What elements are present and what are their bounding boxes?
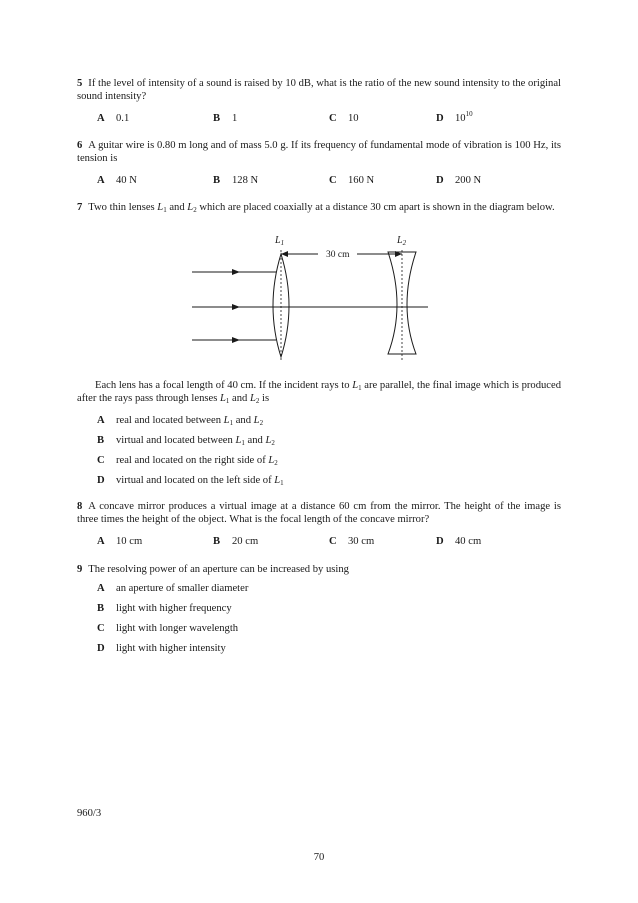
option-text: 40 cm [455, 536, 482, 547]
symbol-subscript: 2 [274, 459, 278, 467]
option-letter: A [97, 536, 105, 547]
paragraph-text: are parallel, the final image which is produced after the rays pass through lenses [77, 380, 561, 404]
question-9-stem [77, 563, 561, 576]
symbol-letter: L [249, 393, 256, 404]
option-text: 200 N [455, 175, 482, 186]
option-exponent: 10 [465, 110, 473, 118]
option-text: 10 [348, 113, 359, 124]
symbol-subscript: 2 [255, 397, 260, 405]
option-text: 1 [232, 113, 238, 124]
symbol-letter: L [268, 455, 275, 466]
question-7-paragraph [77, 379, 561, 405]
option-letter: B [213, 536, 221, 547]
lens-1-label: $L_1$ [275, 235, 285, 247]
option-text [116, 414, 263, 427]
symbol-letter: L [187, 202, 194, 213]
symbol-subscript: 1 [163, 206, 167, 214]
option-letter: B [97, 603, 105, 614]
convex-lens [273, 254, 289, 357]
question-5-stem [77, 77, 561, 103]
option-letter: C [329, 175, 337, 186]
option-letter: D [97, 475, 105, 486]
option-letter: D [436, 175, 444, 186]
option-text [116, 474, 284, 487]
option-letter: D [436, 113, 444, 124]
paragraph-text: and [229, 393, 250, 404]
question-6-options [0, 174, 638, 188]
option-phrase: real and located on the right side of [116, 455, 269, 466]
ray-arrowhead [232, 337, 240, 343]
symbol-subscript: 2 [271, 439, 275, 447]
option-letter: B [213, 113, 221, 124]
option-phrase: real and located between [116, 415, 224, 426]
symbol-subscript: 1 [225, 397, 230, 405]
paragraph-text: is [259, 393, 270, 404]
option-text [116, 454, 278, 467]
question-5-options [0, 112, 638, 126]
ray-arrowhead [232, 304, 240, 310]
option-letter: C [97, 623, 105, 634]
option-phrase: virtual and located between [116, 435, 236, 446]
question-number: 7 [77, 202, 83, 213]
question-text: Two thin lenses [88, 202, 158, 213]
ray-arrowhead [232, 269, 240, 275]
paragraph-text: Each lens has a focal length of 40 cm. If the incident rays to [95, 380, 353, 391]
question-text: A guitar wire is 0.80 m long and of mass 5.0 g. If its frequency of fundamental mode of vibration is 100 Hz, its tension is [77, 140, 561, 164]
question-9-options [0, 582, 638, 662]
question-7-options [0, 414, 638, 494]
option-base: 10 [455, 113, 466, 124]
option-text: 40 N [116, 175, 137, 186]
lens-2-label: $L_2$ [397, 235, 407, 247]
option-letter: A [97, 113, 105, 124]
question-text: The resolving power of an aperture can be increased by using [88, 564, 349, 575]
lens-diagram [180, 230, 430, 362]
symbol-letter: L [219, 393, 226, 404]
option-text: 20 cm [232, 536, 259, 547]
symbol-subscript: 2 [259, 419, 264, 427]
symbol-letter: L [265, 435, 272, 446]
symbol-subscript: 1 [358, 384, 362, 392]
symbol-letter: L [157, 202, 164, 213]
option-phrase: virtual and located on the left side of [116, 475, 275, 486]
symbol-subscript: 1 [229, 419, 234, 427]
distance-label: 30 cm [326, 250, 350, 260]
option-text: an aperture of smaller diameter [116, 583, 249, 594]
option-text [455, 112, 473, 125]
question-7-stem [77, 201, 561, 214]
question-number: 6 [77, 140, 83, 151]
question-8-options [0, 535, 638, 549]
paper-code: 960/3 [77, 808, 102, 819]
option-letter: B [97, 435, 105, 446]
symbol-letter: L [223, 415, 230, 426]
option-phrase: and [244, 435, 266, 446]
option-phrase: and [233, 415, 254, 426]
option-letter: C [329, 536, 337, 547]
page-number: 70 [313, 852, 325, 863]
symbol-letter: L [235, 435, 242, 446]
option-letter: B [213, 175, 221, 186]
option-letter: D [97, 643, 105, 654]
symbol-subscript: 1 [241, 439, 245, 447]
option-text: 30 cm [348, 536, 375, 547]
option-text [116, 434, 275, 447]
symbol-letter: L [253, 415, 260, 426]
question-number: 5 [77, 78, 83, 89]
symbol-letter: L [352, 380, 359, 391]
symbol-subscript: 2 [193, 206, 197, 214]
option-letter: C [329, 113, 337, 124]
question-number: 9 [77, 564, 83, 575]
option-letter: C [97, 455, 105, 466]
symbol-subscript: 1 [280, 479, 284, 487]
question-text: If the level of intensity of a sound is raised by 10 dB, what is the ratio of the new sound intensity to the original sound intensity? [77, 78, 561, 102]
question-text: A concave mirror produces a virtual image at a distance 60 cm from the mirror. The height of the image is three times the height of the object. What is the focal length of the concave mirror? [77, 501, 561, 525]
option-text: light with longer wavelength [116, 623, 239, 634]
option-letter: A [97, 415, 105, 426]
option-text: light with higher frequency [116, 603, 232, 614]
option-text: 10 cm [116, 536, 143, 547]
option-letter: A [97, 583, 105, 594]
question-text: which are placed coaxially at a distance 30 cm apart is shown in the diagram below. [196, 202, 555, 213]
option-text: 0.1 [116, 113, 130, 124]
option-letter: D [436, 536, 444, 547]
option-text: light with higher intensity [116, 643, 226, 654]
option-text: 160 N [348, 175, 375, 186]
option-text: 128 N [232, 175, 259, 186]
option-letter: A [97, 175, 105, 186]
question-6-stem [77, 139, 561, 165]
question-number: 8 [77, 501, 83, 512]
symbol-letter: L [274, 475, 281, 486]
question-8-stem [77, 500, 561, 526]
question-text: and [166, 202, 188, 213]
